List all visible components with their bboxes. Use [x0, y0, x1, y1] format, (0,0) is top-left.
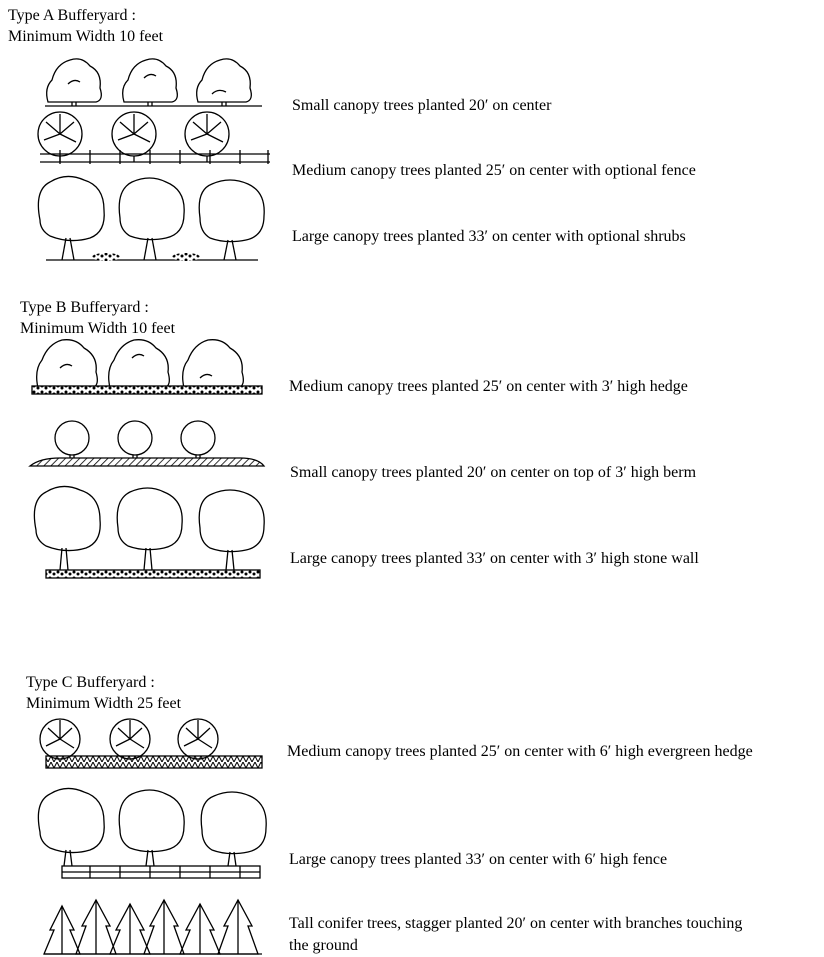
large-canopy-tree-icon — [199, 180, 264, 260]
evergreen-hedge-icon — [46, 756, 262, 768]
fence-icon — [40, 150, 270, 164]
small-canopy-tree-icon — [183, 340, 244, 388]
medium-canopy-tree-icon — [178, 719, 218, 759]
berm-icon — [30, 458, 264, 466]
large-canopy-tree-icon — [199, 490, 264, 570]
conifer-tree-icon — [180, 904, 220, 954]
six-foot-fence-icon — [62, 866, 260, 878]
row-a2-illustration — [38, 112, 270, 164]
small-canopy-tree-icon — [118, 421, 152, 458]
conifer-tree-icon — [144, 900, 184, 954]
conifer-tree-icon — [218, 900, 258, 954]
type-b-subtitle: Minimum Width 10 feet — [20, 320, 176, 337]
row-a3-illustration — [38, 176, 264, 261]
conifer-tree-icon — [110, 904, 150, 954]
row-c2-illustration — [38, 788, 266, 878]
small-canopy-tree-icon — [123, 59, 178, 106]
conifer-tree-icon — [76, 900, 116, 954]
medium-canopy-tree-icon — [40, 719, 80, 759]
row-a2-description: Medium canopy trees planted 25′ on center with optional fence — [292, 162, 696, 179]
type-b-title: Type B Bufferyard : — [20, 299, 149, 316]
medium-canopy-tree-icon — [110, 719, 150, 759]
row-a1-description: Small canopy trees planted 20′ on center — [292, 97, 552, 114]
large-canopy-tree-icon — [119, 178, 184, 260]
large-canopy-tree-icon — [34, 486, 100, 570]
row-b2-illustration — [30, 421, 264, 466]
large-canopy-tree-icon — [38, 176, 104, 260]
large-canopy-tree-icon — [201, 792, 266, 866]
row-b1-illustration — [32, 340, 262, 394]
row-b2-description: Small canopy trees planted 20′ on center on top of 3′ high berm — [290, 464, 697, 481]
small-canopy-tree-icon — [197, 59, 252, 106]
small-canopy-tree-icon — [37, 340, 98, 388]
small-canopy-tree-icon — [55, 421, 89, 458]
row-a3-description: Large canopy trees planted 33′ on center with optional shrubs — [292, 228, 686, 245]
small-canopy-tree-icon — [47, 59, 102, 106]
row-c3-description: Tall conifer trees, stagger planted 20′ on center with branches touching the ground — [289, 915, 743, 954]
row-b3-description: Large canopy trees planted 33′ on center with 3′ high stone wall — [290, 550, 699, 567]
conifer-tree-icon — [44, 906, 80, 954]
type-a-title: Type A Bufferyard : — [8, 7, 136, 24]
large-canopy-tree-icon — [117, 488, 182, 570]
hedge-icon — [32, 386, 262, 394]
row-c1-illustration — [40, 719, 262, 768]
row-b1-description: Medium canopy trees planted 25′ on center with 3′ high hedge — [289, 378, 688, 395]
stone-wall-icon — [46, 570, 260, 578]
row-c3-illustration — [44, 900, 262, 954]
row-b3-illustration — [34, 486, 264, 578]
row-c1-description: Medium canopy trees planted 25′ on center with 6′ high evergreen hedge — [287, 743, 753, 760]
row-a1-illustration — [45, 59, 262, 106]
type-c-title: Type C Bufferyard : — [26, 674, 155, 691]
type-a-subtitle: Minimum Width 10 feet — [8, 28, 164, 45]
small-canopy-tree-icon — [181, 421, 215, 458]
small-canopy-tree-icon — [109, 340, 170, 388]
row-c2-description: Large canopy trees planted 33′ on center with 6′ high fence — [289, 851, 668, 868]
type-c-subtitle: Minimum Width 25 feet — [26, 695, 182, 712]
large-canopy-tree-icon — [38, 788, 104, 866]
large-canopy-tree-icon — [119, 790, 184, 866]
